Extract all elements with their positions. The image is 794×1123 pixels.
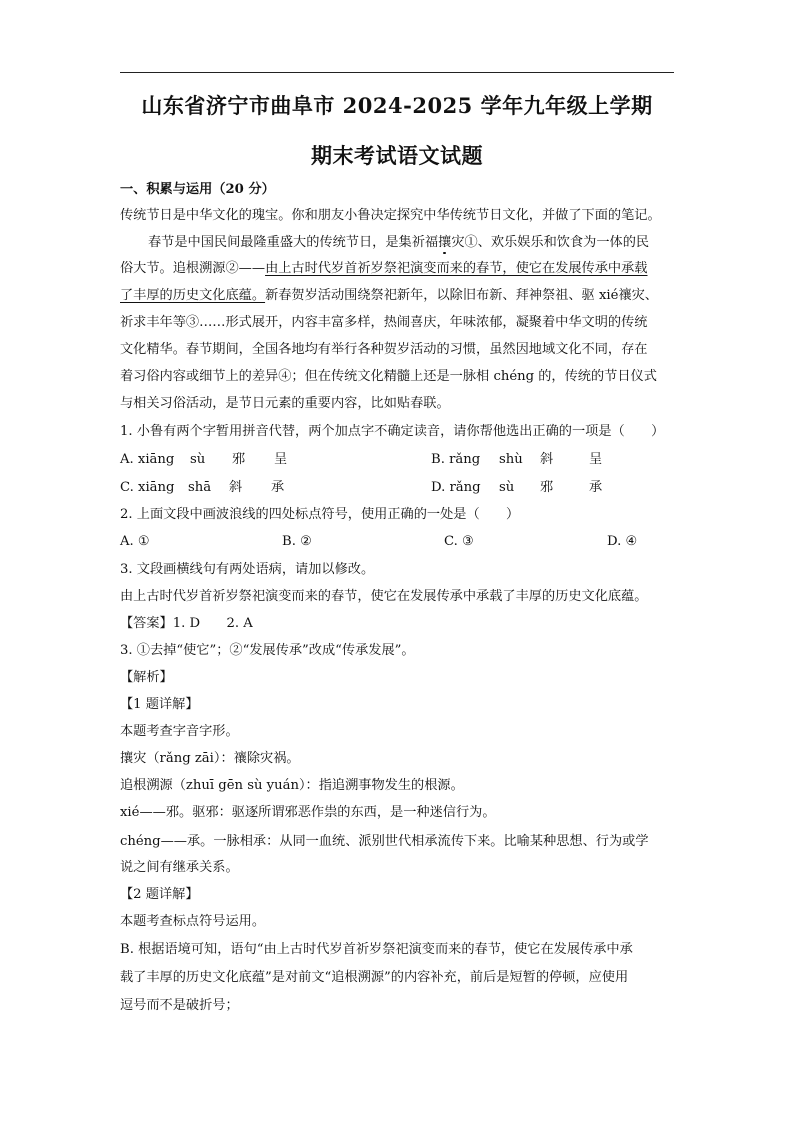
passage-line-1: 春节是中国民间最隆重盛大的传统节日，是集祈福攘灾①、欢乐娱乐和饮食为一体的民	[148, 235, 650, 250]
q1-option-b-char2: 呈	[589, 452, 603, 467]
question-1-stem: 1. 小鲁有两个字暂用拼音代替，两个加点字不确定读音，请你帮他选出正确的一项是（ ）	[120, 424, 665, 439]
q1-option-d-char2: 承	[589, 480, 603, 495]
q1-option-a-char1: 邪	[232, 452, 246, 467]
q1-option-c-char1: 斜	[229, 480, 243, 495]
q1-option-a-label: A. xiāng	[120, 452, 175, 467]
underlined-sentence-part-2: 了丰厚的历史文化底蕴。	[120, 288, 266, 303]
q1-option-b	[431, 450, 602, 470]
q1-option-d	[431, 478, 602, 498]
q1-analysis-line: xié——邪。驱邪：驱逐所谓邪恶作祟的东西，是一种迷信行为。	[120, 805, 496, 820]
q2-analysis-line: 逗号而不是破折号；	[120, 998, 239, 1013]
page-title: 山东省济宁市曲阜市 2024-2025 学年九年级上学期	[141, 93, 653, 118]
passage-line-2-text: 俗大节。追根溯源②——	[120, 261, 266, 276]
q2-analysis-line: 载了丰厚的历史文化底蕴”是对前文“追根溯源”的内容补充，前后是短暂的停顿，应使用	[120, 970, 629, 985]
q1-option-d-label: D. rǎng	[431, 480, 481, 495]
q1-option-a-pinyin: sù	[190, 452, 206, 467]
q1-option-c-label: C. xiāng	[120, 480, 175, 495]
q1-option-d-pinyin: sù	[499, 480, 515, 495]
q1-option-c-pinyin: shā	[188, 480, 212, 495]
q1-option-a	[120, 450, 287, 470]
underlined-sentence-part-1: 由上古时代岁首祈岁祭祀演变而来的春节，使它在发展传承中承载	[265, 261, 648, 276]
analysis-heading: 【解析】	[120, 670, 173, 685]
q1-analysis-line: 追根溯源（zhuī gēn sù yuán）：指追溯事物发生的根源。	[120, 778, 464, 793]
q2-option-c: C. ③	[444, 534, 474, 549]
q1-option-d-char1: 邪	[540, 480, 554, 495]
q1-option-b-pinyin: shù	[499, 452, 523, 467]
passage-line-4: 祈求丰年等③……形式展开，内容丰富多样，热闹喜庆，年味浓郁，凝聚着中华文明的传统	[120, 315, 648, 330]
dotted-char-rang: 攘	[438, 235, 452, 250]
q1-option-a-char2: 呈	[274, 452, 288, 467]
q1-option-c-char2: 承	[271, 480, 285, 495]
passage-line-6: 着习俗内容或细节上的差异④；但在传统文化精髓上还是一脉相 chéng 的，传统的节日仪式	[120, 369, 657, 384]
passage-line-2	[120, 259, 676, 279]
q1-analysis-heading: 【1 题详解】	[120, 697, 199, 712]
passage-line-3-text: 新春贺岁活动围绕祭祀新年，以除旧布新、拜神祭祖、驱 xié禳灾、	[265, 288, 658, 303]
question-3-stem: 3. 文段画横线句有两处语病，请加以修改。	[120, 562, 375, 577]
section-heading: 一、积累与运用（20 分）	[120, 182, 275, 197]
q1-option-c	[120, 478, 284, 498]
passage-line-7: 与相关习俗活动，是节日元素的重要内容，比如贴春联。	[120, 396, 450, 411]
q1-analysis-line: chéng——承。一脉相承：从同一血统、派别世代相承流传下来。比喻某种思想、行为或学	[120, 834, 649, 849]
q1-option-b-char1: 斜	[540, 452, 554, 467]
header-rule	[120, 72, 674, 73]
q1-option-b-label: B. rǎng	[431, 452, 481, 467]
question-3-sentence: 由上古时代岁首祈岁祭祀演变而来的春节，使它在发展传承中承载了丰厚的历史文化底蕴。	[120, 589, 648, 604]
page-subtitle: 期末考试语文试题	[311, 143, 483, 168]
q1-analysis-line: 说之间有继承关系。	[120, 860, 239, 875]
passage-line-3	[120, 286, 676, 306]
q2-analysis-line: B. 根据语境可知，语句“由上古时代岁首祈岁祭祀演变而来的春节，使它在发展传承中承	[120, 942, 633, 957]
q1-analysis-line: 攘灾（rǎng zāi）：禳除灾祸。	[120, 751, 300, 766]
question-2-stem: 2. 上面文段中画波浪线的四处标点符号，使用正确的一处是（ ）	[120, 507, 520, 522]
q2-option-a: A. ①	[120, 534, 150, 549]
q2-analysis-line: 本题考查标点符号运用。	[120, 914, 266, 929]
q2-option-d: D. ④	[607, 534, 638, 549]
answer-line-2: 3. ①去掉“使它”；②“发展传承”改成“传承发展”。	[120, 643, 415, 658]
q1-analysis-line: 本题考查字音字形。	[120, 724, 239, 739]
section-intro: 传统节日是中华文化的瑰宝。你和朋友小鲁决定探究中华传统节日文化，并做了下面的笔记。	[120, 208, 661, 223]
q2-analysis-heading: 【2 题详解】	[120, 887, 199, 902]
q2-option-b: B. ②	[282, 534, 312, 549]
answer-line-1: 【答案】1. D 2. A	[120, 616, 253, 631]
passage-line-5: 文化精华。春节期间，全国各地均有举行各种贺岁活动的习惯，虽然因地域文化不同，存在	[120, 342, 648, 357]
